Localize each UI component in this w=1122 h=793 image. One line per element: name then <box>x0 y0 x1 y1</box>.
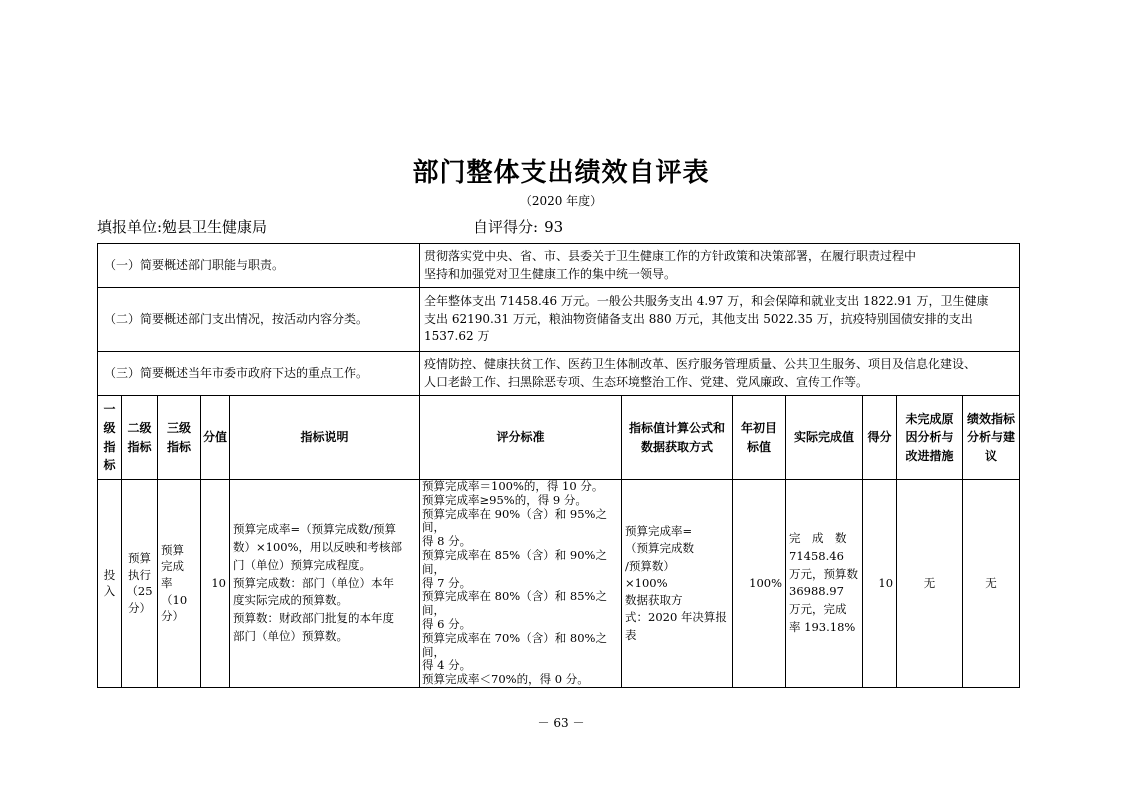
summary-line: 坚持和加强党对卫生健康工作的集中统一领导。 <box>424 266 677 281</box>
header-score: 分值 <box>201 396 230 480</box>
header-target: 年初目 标值 <box>733 396 786 480</box>
table-row <box>98 480 1020 688</box>
report-year: （2020 年度） <box>519 194 603 208</box>
cell-target: 100% <box>733 480 786 688</box>
header-got-score: 得分 <box>863 396 897 480</box>
cell-formula: 预算完成率= （预算完成数 /预算数） ×100% 数据获取方 式：2020 年决算报 表 <box>622 480 733 688</box>
summary-label: （三）简要概述当年市委市政府下达的重点工作。 <box>98 352 420 396</box>
summary-content <box>420 288 1020 352</box>
page-title: 部门整体支出绩效自评表 <box>412 158 710 188</box>
header-level3: 三级 指标 <box>158 396 201 480</box>
summary-line: 疫情防控、健康扶贫工作、医药卫生体制改革、医疗服务管理质量、公共卫生服务、项目及信息化建设、 <box>424 357 977 372</box>
self-score <box>473 216 563 237</box>
cell-suggestion: 无 <box>963 480 1020 688</box>
self-score-value: 93 <box>544 218 564 236</box>
cell-criteria: 预算完成率＝100%的，得 10 分。 预算完成率≥95%的，得 9 分。 预算完成率在 90%（含）和 95%之间， 得 8 分。 预算完成率在 85%（含）和 90%之间， 得 7 分。 预算完成率在 80%（含）和 85%之间， 得 6 分。 预算完成率在 70%（含）和 80%之间， 得 4 分。 预算完成率＜70%的，得 0 分。 <box>420 480 622 688</box>
summary-line: 支出 62190.31 万元，粮油物资储备支出 880 万元，其他支出 5022.35 万，抗疫特别国债安排的支出 <box>424 311 973 326</box>
summary-content <box>420 244 1020 288</box>
header-row <box>98 396 1020 480</box>
summary-line: 贯彻落实党中央、省、市、县委关于卫生健康工作的方针政策和决策部署，在履行职责过程中 <box>424 249 917 264</box>
summary-row-key-work <box>98 352 1020 396</box>
header-formula: 指标值计算公式和 数据获取方式 <box>622 396 733 480</box>
summary-row-functions <box>98 244 1020 288</box>
cell-reason: 无 <box>897 480 963 688</box>
cell-got-score: 10 <box>863 480 897 688</box>
header-level2: 二级 指标 <box>122 396 158 480</box>
header-suggestion: 绩效指标 分析与建 议 <box>963 396 1020 480</box>
header-level1: 一 级 指 标 <box>98 396 122 480</box>
summary-content <box>420 352 1020 396</box>
header-reason: 未完成原 因分析与 改进措施 <box>897 396 963 480</box>
cell-actual: 完 成 数 71458.46 万元，预算数 36988.97 万元，完成 率 193.18% <box>786 480 863 688</box>
summary-label: （二）简要概述部门支出情况，按活动内容分类。 <box>98 288 420 352</box>
cell-level3: 预算 完成 率 （10 分） <box>158 480 201 688</box>
summary-label: （一）简要概述部门职能与职责。 <box>98 244 420 288</box>
header-description: 指标说明 <box>230 396 420 480</box>
summary-line: 全年整体支出 71458.46 万元。一般公共服务支出 4.97 万，和会保障和就业支出 1822.91 万，卫生健康 <box>424 294 989 309</box>
header-actual: 实际完成值 <box>786 396 863 480</box>
performance-table <box>97 243 1020 688</box>
cell-description: 预算完成率=（预算完成数/预算 数）×100%，用以反映和考核部 门（单位）预算完成程度。 预算完成数：部门（单位）本年 度实际完成的预算数。 预算数：财政部门批复的本年度 部门（单位）预算数。 <box>230 480 420 688</box>
cell-level1: 投 入 <box>98 480 122 688</box>
cell-level2: 预算 执行 （25 分） <box>122 480 158 688</box>
summary-line: 人口老龄工作、扫黑除恶专项、生态环境整治工作、党建、党风廉政、宣传工作等。 <box>424 374 869 389</box>
self-score-label: 自评得分: <box>473 218 539 236</box>
summary-row-expenditure <box>98 288 1020 352</box>
cell-score: 10 <box>201 480 230 688</box>
header-criteria: 评分标准 <box>420 396 622 480</box>
page-number: － 63 － <box>537 716 585 730</box>
summary-line: 1537.62 万 <box>424 329 490 344</box>
reporting-unit: 填报单位:勉县卫生健康局 <box>97 218 268 236</box>
